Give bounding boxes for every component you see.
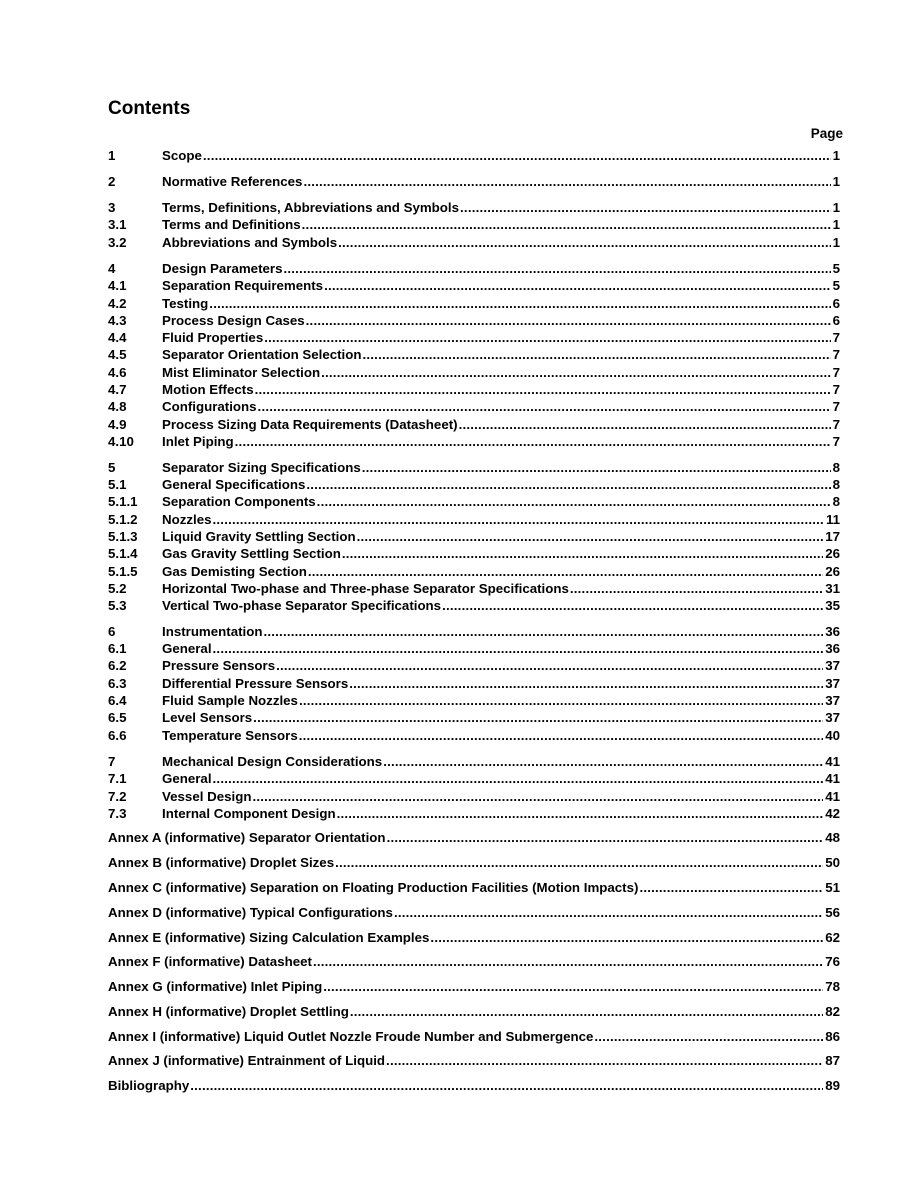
toc-entry-title: Testing [162,296,209,311]
dot-leader [441,597,823,614]
toc-entry-title: Annex G (informative) Inlet Piping [108,979,323,994]
toc-entry[interactable] [108,675,840,692]
toc-entry-page-number: 36 [825,641,840,656]
toc-entry-number: 5 [108,460,116,475]
dot-leader [202,147,831,164]
toc-entry-number: 4.9 [108,417,127,432]
toc-entry-page-number: 7 [832,417,840,432]
toc-entry[interactable] [108,216,840,233]
dot-leader [349,1003,823,1020]
toc-entry-page-number: 87 [825,1053,840,1068]
dot-leader [307,563,823,580]
toc-entry-number: 5.1.4 [108,546,138,561]
toc-entry-page-number: 26 [825,546,840,561]
dot-leader [251,788,823,805]
toc-entry-page-number: 37 [825,658,840,673]
toc-entry-page-number: 5 [832,261,840,276]
toc-entry-title: Horizontal Two-phase and Three-phase Separator Specifications [162,581,569,596]
toc-entry-number: 7 [108,754,116,769]
toc-entry-number: 6.2 [108,658,127,673]
toc-entry-title: Gas Demisting Section [162,564,307,579]
toc-entry-title: Differential Pressure Sensors [162,676,349,691]
toc-entry-page-number: 76 [825,954,840,969]
toc-entry-number: 6 [108,624,116,639]
dot-leader [212,640,824,657]
toc-entry-title: Vertical Two-phase Separator Specifications [162,598,442,613]
toc-entry[interactable] [108,879,840,896]
dot-leader [336,805,824,822]
toc-entry-number: 6.6 [108,728,127,743]
toc-entry-page-number: 40 [825,728,840,743]
toc-entry-page-number: 41 [825,754,840,769]
toc-entry-title: Mechanical Design Considerations [162,754,383,769]
toc-entry[interactable] [108,173,840,190]
toc-entry[interactable] [108,381,840,398]
toc-entry-title: Inlet Piping [162,434,234,449]
dot-leader [356,528,824,545]
toc-entry-title: Annex C (informative) Separation on Floating Production Facilities (Motion Impacts) [108,880,639,895]
toc-entry-number: 5.3 [108,598,127,613]
toc-entry-title: Separator Orientation Selection [162,347,362,362]
toc-entry-number: 6.1 [108,641,127,656]
dot-leader [337,234,830,251]
dot-leader [257,398,831,415]
toc-entry-page-number: 11 [825,512,840,527]
toc-entry-page-number: 42 [825,806,840,821]
dot-leader [301,216,831,233]
page-title: Contents [108,98,191,119]
toc-entry-title: Annex A (informative) Separator Orientation [108,830,386,845]
toc-entry-number: 5.1.3 [108,529,138,544]
toc-entry-title: Process Design Cases [162,313,305,328]
toc-entry[interactable] [108,433,840,450]
toc-entry[interactable] [108,709,840,726]
toc-entry[interactable] [108,476,840,493]
toc-entry[interactable] [108,692,840,709]
dot-leader [429,929,823,946]
toc-entry-title: Gas Gravity Settling Section [162,546,341,561]
toc-entry-number: 3.2 [108,235,127,250]
toc-entry-number: 4.2 [108,296,127,311]
toc-entry-page-number: 31 [825,581,840,596]
toc-entry-title: Normative References [162,174,303,189]
toc-entry-page-number: 78 [825,979,840,994]
toc-entry-page-number: 51 [825,880,840,895]
dot-leader [322,978,823,995]
toc-entry-title: Abbreviations and Symbols [162,235,338,250]
toc-entry-page-number: 89 [825,1078,840,1093]
toc-entry-number: 3.1 [108,217,127,232]
toc-entry-title: Mist Eliminator Selection [162,365,321,380]
toc-entry-title: Pressure Sensors [162,658,276,673]
dot-leader [361,459,831,476]
dot-leader [341,545,823,562]
toc-entry[interactable] [108,234,840,251]
toc-entry-title: General [162,771,212,786]
toc-entry-title: Separation Requirements [162,278,324,293]
dot-leader [298,727,823,744]
toc-entry[interactable] [108,416,840,433]
toc-entry[interactable] [108,727,840,744]
toc-entry-title: Motion Effects [162,382,254,397]
toc-entry-page-number: 48 [825,830,840,845]
toc-entry-title: Annex H (informative) Droplet Settling [108,1004,349,1019]
toc-entry[interactable] [108,312,840,329]
dot-leader [458,416,831,433]
toc-entry-number: 6.5 [108,710,127,725]
toc-entry-number: 4 [108,261,116,276]
toc-entry-number: 5.1.2 [108,512,138,527]
toc-entry-page-number: 6 [832,296,840,311]
toc-entry[interactable] [108,511,840,528]
dot-leader [298,692,823,709]
toc-entry-page-number: 26 [825,564,840,579]
toc-entry-page-number: 7 [832,365,840,380]
toc-entry-number: 5.1 [108,477,127,492]
toc-entry-page-number: 7 [832,382,840,397]
toc-entry[interactable] [108,640,840,657]
dot-leader [362,346,831,363]
toc-entry-number: 4.5 [108,347,127,362]
toc-entry[interactable] [108,295,840,312]
toc-entry-page-number: 37 [825,710,840,725]
toc-entry-page-number: 35 [825,598,840,613]
toc-entry-number: 4.4 [108,330,127,345]
toc-entry[interactable] [108,753,840,770]
toc-entry-title: Annex B (informative) Droplet Sizes [108,855,335,870]
dot-leader [262,623,823,640]
toc-entry-number: 4.1 [108,278,127,293]
toc-entry[interactable] [108,199,840,216]
toc-entry-title: Configurations [162,399,257,414]
toc-entry-page-number: 6 [832,313,840,328]
toc-entry-page-number: 1 [832,217,840,232]
toc-entry[interactable] [108,929,840,946]
toc-entry-number: 1 [108,148,116,163]
toc-entry-number: 7.1 [108,771,127,786]
toc-entry-title: Temperature Sensors [162,728,298,743]
dot-leader [305,476,830,493]
toc-entry-page-number: 5 [832,278,840,293]
toc-entry-number: 2 [108,174,116,189]
toc-entry-title: Design Parameters [162,261,283,276]
toc-entry[interactable] [108,329,840,346]
dot-leader [212,770,824,787]
toc-entry-title: Separator Sizing Specifications [162,460,361,475]
toc-entry-title: Annex F (informative) Datasheet [108,954,312,969]
toc-entry-number: 4.10 [108,434,134,449]
toc-entry-title: Separation Components [162,494,316,509]
toc-entry[interactable] [108,493,840,510]
dot-leader [302,173,830,190]
toc-entry-title: Terms and Definitions [162,217,301,232]
toc-entry-page-number: 41 [825,771,840,786]
toc-entry[interactable] [108,623,840,640]
dot-leader [459,199,831,216]
toc-entry-title: Annex D (informative) Typical Configurations [108,905,393,920]
toc-entry[interactable] [108,398,840,415]
toc-entry[interactable] [108,829,840,846]
toc-entry-title: Annex J (informative) Entrainment of Liquid [108,1053,386,1068]
dot-leader [382,753,823,770]
toc-entry[interactable] [108,528,840,545]
toc-entry[interactable] [108,1003,840,1020]
toc-entry-title: Vessel Design [162,789,252,804]
toc-entry-title: Instrumentation [162,624,263,639]
toc-entry[interactable] [108,854,840,871]
toc-entry-number: 7.2 [108,789,127,804]
dot-leader [638,879,823,896]
toc-entry[interactable] [108,770,840,787]
toc-entry[interactable] [108,545,840,562]
toc-entry[interactable] [108,580,840,597]
toc-entry-page-number: 7 [832,330,840,345]
toc-entry-title: Annex I (informative) Liquid Outlet Nozzle Froude Number and Submergence [108,1029,594,1044]
toc-entry[interactable] [108,147,840,164]
dot-leader [348,675,823,692]
toc-entry[interactable] [108,978,840,995]
toc-entry-title: Fluid Properties [162,330,264,345]
dot-leader [320,364,830,381]
toc-entry-number: 6.4 [108,693,127,708]
toc-entry[interactable] [108,346,840,363]
toc-entry-page-number: 8 [832,460,840,475]
dot-leader [189,1077,823,1094]
toc-entry-number: 4.6 [108,365,127,380]
toc-entry[interactable] [108,904,840,921]
dot-leader [334,854,823,871]
toc-entry[interactable] [108,260,840,277]
toc-entry-page-number: 1 [832,200,840,215]
toc-entry-title: Fluid Sample Nozzles [162,693,298,708]
toc-entry-page-number: 36 [825,624,840,639]
toc-entry-page-number: 1 [832,148,840,163]
toc-entry-title: General [162,641,212,656]
toc-entry[interactable] [108,597,840,614]
toc-entry-number: 6.3 [108,676,127,691]
toc-entry-title: General Specifications [162,477,306,492]
toc-entry-page-number: 37 [825,693,840,708]
toc-entry-number: 5.1.5 [108,564,138,579]
dot-leader [593,1028,823,1045]
dot-leader [305,312,831,329]
dot-leader [316,493,831,510]
dot-leader [252,709,823,726]
toc-entry-page-number: 1 [832,235,840,250]
dot-leader [385,1052,823,1069]
toc-entry-title: Bibliography [108,1078,190,1093]
dot-leader [263,329,830,346]
dot-leader [323,277,831,294]
toc-entry-title: Scope [162,148,202,163]
toc-entry-page-number: 7 [832,347,840,362]
toc-entry[interactable] [108,953,840,970]
toc-entry-page-number: 8 [832,494,840,509]
toc-entry[interactable] [108,1077,840,1094]
toc-entry-page-number: 8 [832,477,840,492]
toc-entry-page-number: 41 [825,789,840,804]
toc-entry-page-number: 86 [825,1029,840,1044]
toc-entry-page-number: 7 [832,399,840,414]
dot-leader [569,580,823,597]
toc-entry[interactable] [108,805,840,822]
dot-leader [393,904,823,921]
toc-entry-page-number: 56 [825,905,840,920]
toc-entry-page-number: 1 [832,174,840,189]
dot-leader [208,295,830,312]
toc-entry-page-number: 82 [825,1004,840,1019]
toc-entry[interactable] [108,788,840,805]
toc-entry-number: 4.3 [108,313,127,328]
toc-entry-page-number: 62 [825,930,840,945]
toc-entry[interactable] [108,563,840,580]
toc-entry-number: 5.1.1 [108,494,138,509]
toc-entry-number: 7.3 [108,806,127,821]
toc-entry-title: Annex E (informative) Sizing Calculation Examples [108,930,430,945]
toc-entry-page-number: 7 [832,434,840,449]
dot-leader [312,953,823,970]
dot-leader [275,657,823,674]
toc-entry-title: Liquid Gravity Settling Section [162,529,356,544]
toc-entry[interactable] [108,277,840,294]
toc-entry-title: Nozzles [162,512,212,527]
dot-leader [212,511,824,528]
toc-entry-title: Process Sizing Data Requirements (Datasheet) [162,417,458,432]
toc-entry[interactable] [108,1052,840,1069]
toc-entry[interactable] [108,364,840,381]
toc-entry-number: 3 [108,200,116,215]
toc-entry-number: 5.2 [108,581,127,596]
toc-entry-number: 4.8 [108,399,127,414]
dot-leader [234,433,831,450]
toc-entry-page-number: 50 [825,855,840,870]
toc-entry-title: Internal Component Design [162,806,336,821]
toc-entry-page-number: 17 [825,529,840,544]
toc-entry[interactable] [108,1028,840,1045]
page-column-label: Page [810,126,843,141]
toc-entry[interactable] [108,459,840,476]
toc-entry-number: 4.7 [108,382,127,397]
toc-entry-title: Level Sensors [162,710,253,725]
dot-leader [282,260,830,277]
toc-entry[interactable] [108,657,840,674]
toc-entry-page-number: 37 [825,676,840,691]
dot-leader [386,829,824,846]
dot-leader [254,381,831,398]
toc-entry-title: Terms, Definitions, Abbreviations and Symbols [162,200,460,215]
